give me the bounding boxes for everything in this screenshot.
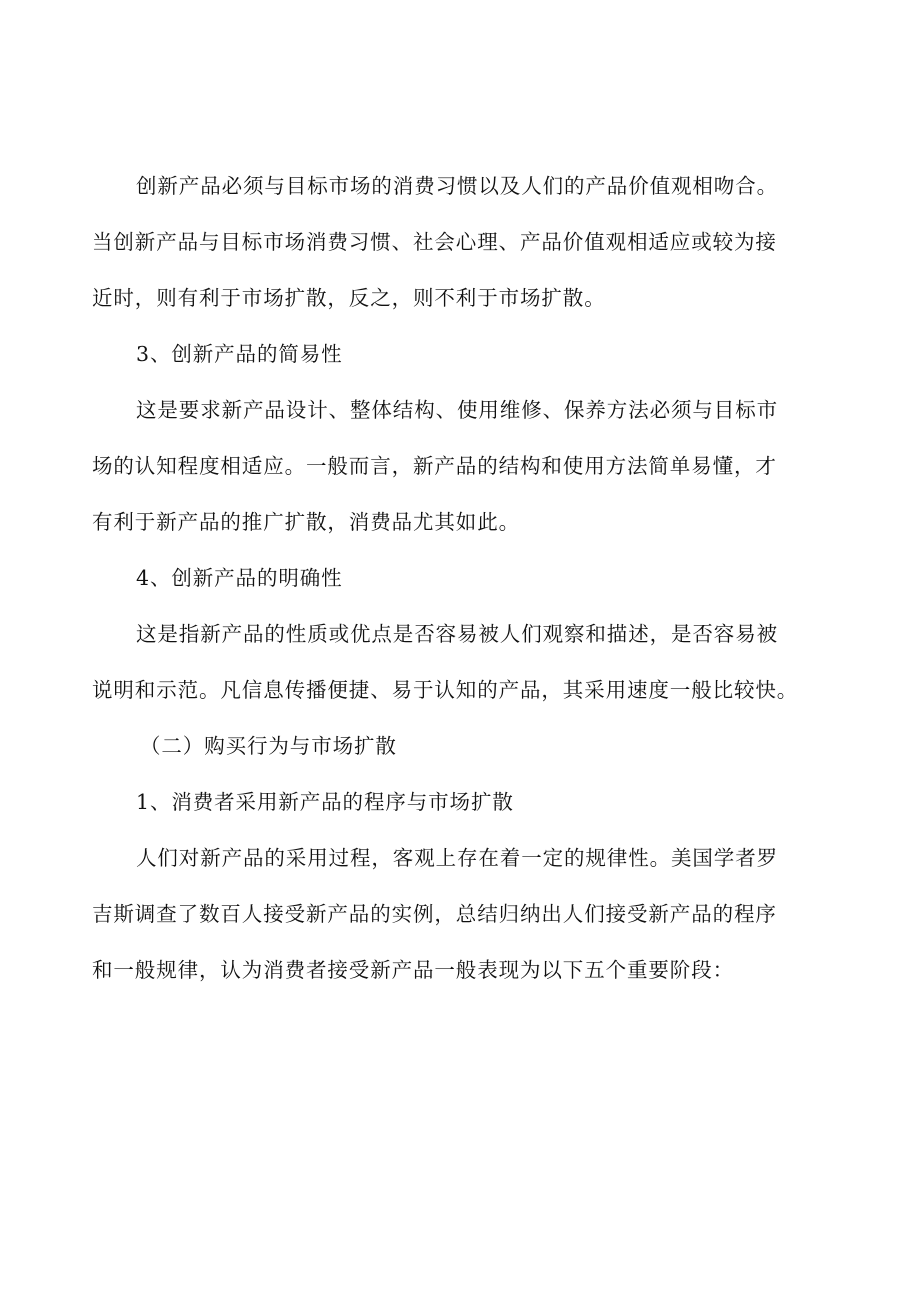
paragraph-simplicity-line-2: 场的认知程度相适应。一般而言，新产品的结构和使用方法简单易懂，才 <box>92 454 777 478</box>
paragraph-compatibility-line-2: 当创新产品与目标市场消费习惯、社会心理、产品价值观相适应或较为接 <box>92 230 777 254</box>
paragraph-adoption-line-2: 吉斯调查了数百人接受新产品的实例，总结归纳出人们接受新产品的程序 <box>92 902 777 926</box>
paragraph-simplicity-line-1: 这是要求新产品设计、整体结构、使用维修、保养方法必须与目标市 <box>136 398 778 422</box>
paragraph-adoption-line-1: 人们对新产品的采用过程，客观上存在着一定的规律性。美国学者罗 <box>136 846 778 870</box>
heading-clarity: 4、创新产品的明确性 <box>136 566 343 590</box>
paragraph-clarity-line-2: 说明和示范。凡信息传播便捷、易于认知的产品，其采用速度一般比较快。 <box>92 678 799 702</box>
paragraph-adoption-line-3: 和一般规律，认为消费者接受新产品一般表现为以下五个重要阶段： <box>92 958 734 982</box>
section-heading-purchase-behavior: （二）购买行为与市场扩散 <box>140 734 397 758</box>
heading-simplicity: 3、创新产品的简易性 <box>136 342 343 366</box>
paragraph-simplicity-line-3: 有利于新产品的推广扩散，消费品尤其如此。 <box>92 510 520 534</box>
paragraph-compatibility-line-3: 近时，则有利于市场扩散，反之，则不利于市场扩散。 <box>92 286 606 310</box>
paragraph-clarity-line-1: 这是指新产品的性质或优点是否容易被人们观察和描述，是否容易被 <box>136 622 778 646</box>
heading-adoption-process: 1、消费者采用新产品的程序与市场扩散 <box>136 790 514 814</box>
paragraph-compatibility-line-1: 创新产品必须与目标市场的消费习惯以及人们的产品价值观相吻合。 <box>136 174 778 198</box>
